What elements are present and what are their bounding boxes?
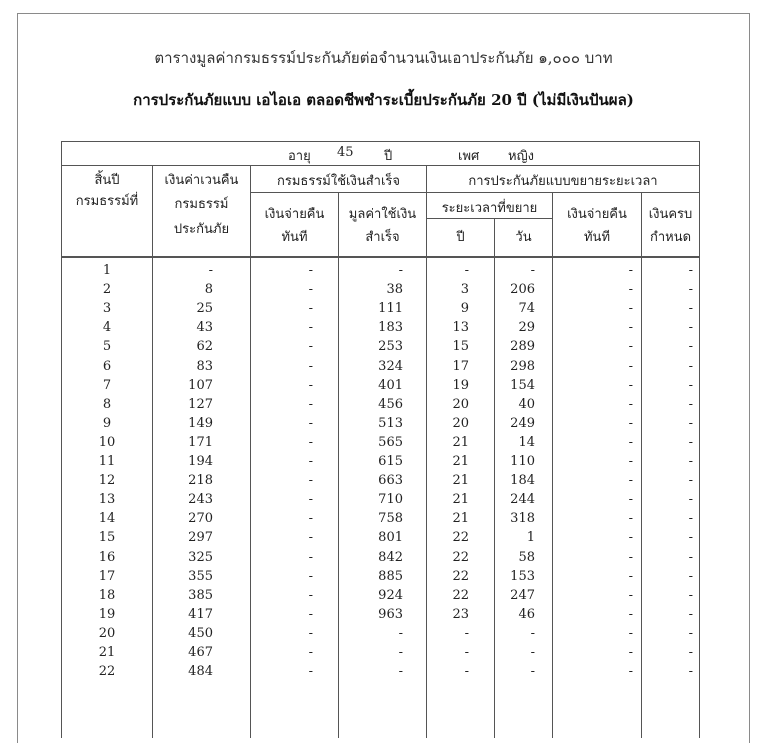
header-paid-up-cash-1: เงินจ่ายคืน	[264, 207, 325, 222]
table-header	[61, 141, 700, 258]
cell-surrender-value: 62	[196, 339, 213, 355]
cell-year: 22	[98, 664, 116, 680]
cell-paid-up-cash: -	[308, 454, 313, 469]
cell-paid-up-cash: -	[308, 511, 313, 527]
cell-ext-days: 14	[518, 434, 535, 450]
cell-ext-years: -	[464, 263, 469, 278]
cell-paid-up-value: -	[398, 263, 403, 278]
cell-ext-cash: -	[628, 549, 633, 565]
cell-ext-days: 58	[518, 549, 535, 565]
cell-ext-days: 206	[510, 282, 535, 298]
cell-ext-years: -	[464, 625, 469, 641]
cell-ext-cash: -	[628, 301, 633, 317]
table-row	[62, 320, 701, 339]
cell-ext-years: 9	[460, 301, 469, 317]
cell-ext-cash: -	[628, 645, 633, 660]
header-ext-cash-2: ทันที	[583, 230, 611, 245]
cell-paid-up-value: 758	[378, 511, 403, 527]
cell-paid-up-value: 183	[378, 320, 403, 336]
cell-paid-up-value: 253	[378, 339, 403, 355]
cell-paid-up-cash: -	[308, 320, 313, 336]
cell-ext-days: 29	[518, 320, 535, 336]
cell-ext-years: 15	[452, 339, 469, 355]
cell-surrender-value: 127	[188, 396, 213, 412]
cell-surrender-value: 8	[204, 282, 213, 298]
cell-ext-cash: -	[628, 530, 633, 546]
cell-ext-days: -	[530, 645, 535, 660]
cell-paid-up-value: 513	[378, 415, 403, 431]
cell-surrender-value: 467	[188, 645, 213, 660]
table-row	[62, 550, 701, 569]
cell-year: 5	[102, 339, 112, 355]
document-subtitle: การประกันภัยแบบ เอไอเอ ตลอดชีพชำระเบี้ยประกันภัย 20 ปี (ไม่มีเงินปันผล)	[133, 91, 634, 109]
cell-maturity: -	[688, 396, 693, 412]
cell-surrender-value: 83	[196, 358, 213, 374]
cell-surrender-value: 297	[188, 530, 213, 546]
cell-ext-days: 184	[510, 473, 535, 489]
header-end-year-2: กรมธรรม์ที่	[75, 194, 139, 209]
cell-ext-days: 1	[526, 530, 535, 546]
header-maturity-2: กำหนด	[649, 230, 692, 245]
cell-paid-up-cash: -	[308, 530, 313, 546]
cell-year: 13	[98, 492, 116, 508]
table-row	[62, 645, 701, 664]
table-row	[62, 607, 701, 626]
header-paid-up-cash-2: ทันที	[281, 230, 308, 245]
header-surrender-1: เงินค่าเวนคืน	[164, 173, 239, 188]
cell-surrender-value: 355	[188, 568, 213, 584]
header-paid-up-value-2: สำเร็จ	[365, 230, 400, 245]
cell-surrender-value: 243	[188, 492, 213, 508]
cell-paid-up-value: 842	[378, 549, 403, 565]
table-row	[62, 530, 701, 549]
cell-paid-up-value: 801	[378, 530, 403, 546]
cell-surrender-value: 171	[188, 434, 213, 450]
cell-year: 21	[98, 645, 116, 660]
cell-year: 2	[102, 282, 112, 298]
cell-ext-days: 318	[510, 511, 535, 527]
cell-maturity: -	[688, 434, 693, 450]
cell-maturity: -	[688, 339, 693, 355]
cell-year: 15	[98, 530, 116, 546]
cell-surrender-value: 385	[188, 587, 213, 603]
cell-ext-days: 46	[518, 606, 535, 622]
cell-paid-up-cash: -	[308, 568, 313, 584]
cell-surrender-value: 325	[188, 549, 213, 565]
cell-year: 8	[102, 396, 112, 412]
cell-paid-up-value: 663	[378, 473, 403, 489]
cell-ext-days: -	[530, 625, 535, 641]
cell-ext-cash: -	[628, 339, 633, 355]
sex-label: เพศ	[458, 149, 480, 164]
cell-paid-up-cash: -	[308, 339, 313, 355]
cell-surrender-value: 194	[188, 454, 213, 469]
cell-ext-years: 13	[452, 320, 469, 336]
cell-ext-years: 22	[452, 530, 469, 546]
cell-year: 7	[102, 377, 112, 393]
cell-ext-cash: -	[628, 434, 633, 450]
cell-maturity: -	[688, 645, 693, 660]
cell-ext-cash: -	[628, 587, 633, 603]
cell-paid-up-cash: -	[308, 473, 313, 489]
cell-maturity: -	[688, 606, 693, 622]
cell-ext-cash: -	[628, 282, 633, 298]
cell-ext-years: -	[464, 645, 469, 660]
table-row	[62, 435, 701, 454]
table-row	[62, 416, 701, 435]
cell-ext-days: 249	[510, 415, 535, 431]
cell-ext-days: 40	[518, 396, 535, 412]
cell-ext-years: 3	[460, 282, 469, 298]
cell-year: 17	[98, 568, 116, 584]
cell-year: 4	[102, 320, 112, 336]
cell-paid-up-value: 111	[378, 301, 403, 317]
cell-paid-up-cash: -	[308, 263, 313, 278]
cell-ext-days: 154	[510, 377, 535, 393]
cell-maturity: -	[688, 282, 693, 298]
age-value: 45	[337, 145, 354, 160]
cell-maturity: -	[688, 473, 693, 489]
cell-maturity: -	[688, 664, 693, 680]
cell-surrender-value: 417	[188, 606, 213, 622]
cell-paid-up-value: 401	[378, 377, 403, 393]
cell-maturity: -	[688, 454, 693, 469]
cell-year: 9	[102, 415, 112, 431]
cell-paid-up-value: 924	[378, 587, 403, 603]
table-row	[62, 588, 701, 607]
cell-ext-years: 21	[452, 434, 469, 450]
cell-paid-up-value: -	[398, 625, 403, 641]
cell-ext-cash: -	[628, 377, 633, 393]
table-row	[62, 473, 701, 492]
cell-ext-days: 298	[510, 358, 535, 374]
cell-ext-years: 22	[452, 549, 469, 565]
cell-paid-up-value: 615	[378, 454, 403, 469]
cell-ext-cash: -	[628, 568, 633, 584]
cell-year: 16	[98, 549, 116, 565]
cell-surrender-value: 450	[188, 625, 213, 641]
table-row	[62, 492, 701, 511]
cell-ext-cash: -	[628, 664, 633, 680]
cell-paid-up-value: 324	[378, 358, 403, 374]
header-day: วัน	[515, 230, 532, 245]
header-year: ปี	[456, 230, 465, 245]
cell-maturity: -	[688, 358, 693, 374]
cell-paid-up-value: 38	[386, 282, 403, 298]
table-row	[62, 378, 701, 397]
cell-paid-up-cash: -	[308, 625, 313, 641]
cell-ext-years: 21	[452, 454, 469, 469]
table-row	[62, 339, 701, 358]
header-maturity-1: เงินครบ	[648, 207, 693, 222]
table-body	[61, 258, 700, 738]
table-row	[62, 626, 701, 645]
cell-paid-up-value: -	[398, 664, 403, 680]
cell-year: 20	[98, 625, 116, 641]
table-row	[62, 569, 701, 588]
age-unit: ปี	[384, 149, 393, 164]
cell-year: 12	[98, 473, 116, 489]
cell-ext-years: 21	[452, 473, 469, 489]
cell-maturity: -	[688, 301, 693, 317]
cell-ext-cash: -	[628, 625, 633, 641]
cell-surrender-value: 218	[188, 473, 213, 489]
cell-paid-up-cash: -	[308, 377, 313, 393]
cell-surrender-value: 25	[196, 301, 213, 317]
cell-paid-up-cash: -	[308, 645, 313, 660]
cell-paid-up-cash: -	[308, 587, 313, 603]
cell-ext-cash: -	[628, 396, 633, 412]
cell-surrender-value: 484	[188, 664, 213, 680]
cell-paid-up-value: -	[398, 645, 403, 660]
header-extended-group: การประกันภัยแบบขยายระยะเวลา	[468, 174, 658, 189]
cell-paid-up-cash: -	[308, 434, 313, 450]
cell-maturity: -	[688, 625, 693, 641]
cell-year: 11	[98, 454, 116, 469]
cell-ext-years: 19	[452, 377, 469, 393]
cell-ext-cash: -	[628, 320, 633, 336]
cell-paid-up-cash: -	[308, 492, 313, 508]
cell-ext-years: 21	[452, 511, 469, 527]
cell-paid-up-cash: -	[308, 549, 313, 565]
cell-year: 1	[102, 263, 112, 278]
cell-ext-years: -	[464, 664, 469, 680]
cell-maturity: -	[688, 263, 693, 278]
table-row	[62, 511, 701, 530]
cell-year: 10	[98, 434, 116, 450]
cell-ext-years: 20	[452, 415, 469, 431]
cell-surrender-value: 270	[188, 511, 213, 527]
header-paid-up-value-1: มูลค่าใช้เงิน	[348, 207, 417, 222]
cell-year: 14	[98, 511, 116, 527]
cell-ext-days: -	[530, 263, 535, 278]
header-end-year-1: สิ้นปี	[94, 173, 120, 188]
cell-maturity: -	[688, 530, 693, 546]
cell-surrender-value: -	[208, 263, 213, 278]
cell-ext-days: 110	[510, 454, 535, 469]
table-row	[62, 397, 701, 416]
cell-ext-years: 17	[452, 358, 469, 374]
cell-surrender-value: 149	[188, 415, 213, 431]
cell-paid-up-cash: -	[308, 664, 313, 680]
cell-ext-cash: -	[628, 358, 633, 374]
cell-ext-cash: -	[628, 473, 633, 489]
cell-maturity: -	[688, 511, 693, 527]
cell-maturity: -	[688, 415, 693, 431]
header-extended-period: ระยะเวลาที่ขยาย	[441, 201, 538, 216]
cell-maturity: -	[688, 492, 693, 508]
cell-maturity: -	[688, 587, 693, 603]
table-row	[62, 282, 701, 301]
table-row	[62, 664, 701, 683]
cell-paid-up-value: 885	[378, 568, 403, 584]
cell-ext-years: 23	[452, 606, 469, 622]
cell-year: 6	[102, 358, 112, 374]
table-row	[62, 454, 701, 473]
cell-paid-up-cash: -	[308, 606, 313, 622]
table-row	[62, 263, 701, 282]
cell-year: 3	[102, 301, 112, 317]
cell-ext-cash: -	[628, 415, 633, 431]
cell-maturity: -	[688, 568, 693, 584]
cell-paid-up-cash: -	[308, 301, 313, 317]
header-surrender-3: ประกันภัย	[173, 222, 230, 237]
age-label: อายุ	[288, 149, 311, 164]
cell-paid-up-cash: -	[308, 396, 313, 412]
table-row	[62, 301, 701, 320]
cell-maturity: -	[688, 377, 693, 393]
document-title: ตารางมูลค่ากรมธรรม์ประกันภัยต่อจำนวนเงินเอาประกันภัย ๑,๐๐๐ บาท	[154, 49, 613, 67]
cell-ext-days: 244	[510, 492, 535, 508]
cell-ext-cash: -	[628, 606, 633, 622]
cell-ext-days: 247	[510, 587, 535, 603]
header-ext-cash-1: เงินจ่ายคืน	[567, 207, 627, 222]
cell-ext-days: 153	[510, 568, 535, 584]
table-row	[62, 359, 701, 378]
cell-surrender-value: 43	[196, 320, 213, 336]
cell-ext-years: 22	[452, 568, 469, 584]
cell-ext-cash: -	[628, 492, 633, 508]
header-surrender-2: กรมธรรม์	[174, 197, 229, 212]
cell-ext-cash: -	[628, 454, 633, 469]
cell-paid-up-cash: -	[308, 415, 313, 431]
sex-value: หญิง	[508, 149, 534, 164]
cell-ext-years: 20	[452, 396, 469, 412]
cell-ext-years: 22	[452, 587, 469, 603]
cell-year: 18	[98, 587, 116, 603]
cell-ext-days: 74	[518, 301, 535, 317]
cell-ext-cash: -	[628, 511, 633, 527]
header-paid-up-group: กรมธรรม์ใช้เงินสำเร็จ	[276, 174, 401, 189]
cell-ext-days: 289	[510, 339, 535, 355]
cell-surrender-value: 107	[188, 377, 213, 393]
cell-paid-up-value: 456	[378, 396, 403, 412]
cell-paid-up-value: 710	[378, 492, 403, 508]
cell-year: 19	[98, 606, 116, 622]
cell-paid-up-value: 565	[378, 434, 403, 450]
cell-paid-up-value: 963	[378, 606, 403, 622]
cell-paid-up-cash: -	[308, 358, 313, 374]
cell-maturity: -	[688, 549, 693, 565]
cell-paid-up-cash: -	[308, 282, 313, 298]
cell-maturity: -	[688, 320, 693, 336]
cell-ext-days: -	[530, 664, 535, 680]
cell-ext-cash: -	[628, 263, 633, 278]
cell-ext-years: 21	[452, 492, 469, 508]
